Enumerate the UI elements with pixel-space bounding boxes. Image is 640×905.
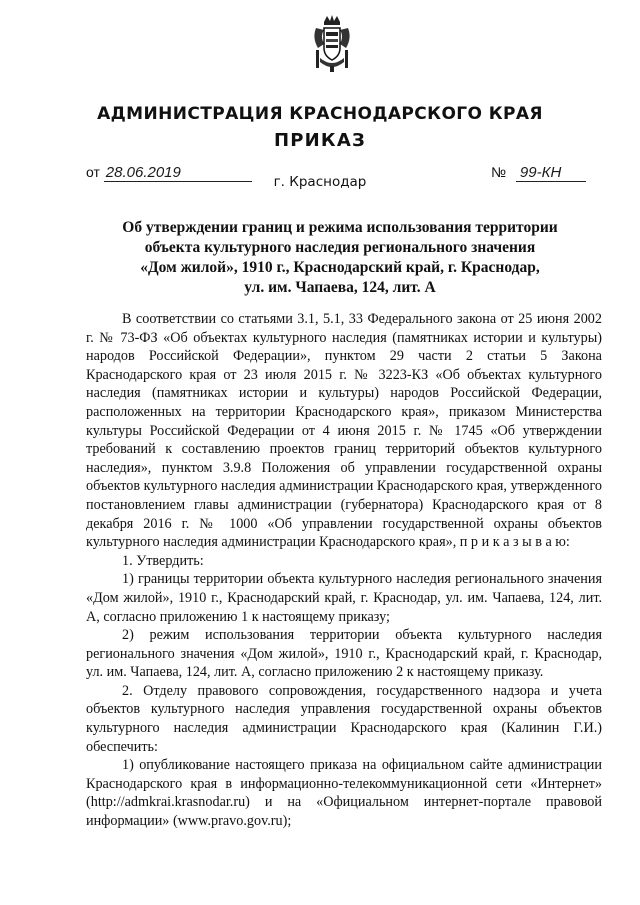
body-paragraph: 2) режим использования территории объекта культурного наследия регионального значения «Дом жилой», 1910 г., Краснодарский край, г. Краснодар, ул. им. Чапаева, 124, лит. А, согласно приложению 2 к настоящему приказу. <box>86 627 602 681</box>
title-line: объекта культурного наследия регионального значения <box>144 239 536 256</box>
city-name: г. Краснодар <box>273 174 367 190</box>
title-line: ул. им. Чапаева, 124, лит. А <box>244 279 436 296</box>
body-paragraph: 1) опубликование настоящего приказа на официальном сайте администрации Краснодарского края в информационно-телекоммуникационной сети «Интернет» (http://admkrai.krasnodar.ru) и на «Официальном интернет-портале правовой информации» (www.pravo.gov.ru); <box>86 757 602 830</box>
document-type: ПРИКАЗ <box>274 130 366 151</box>
body-paragraph: 1. Утвердить: <box>122 552 204 569</box>
document-title <box>90 218 590 298</box>
number-prefix: № <box>491 164 507 180</box>
organization-name: АДМИНИСТРАЦИЯ КРАСНОДАРСКОГО КРАЯ <box>97 104 543 124</box>
document-body <box>86 310 602 831</box>
title-line: «Дом жилой», 1910 г., Краснодарский край, г. Краснодар, <box>140 259 540 276</box>
body-paragraph: В соответствии со статьями 3.1, 5.1, 33 Федерального закона от 25 июня 2002 г. № 73-ФЗ «Об объектах культурного наследия (памятниках истории и культуры) народов Российской Федерации», пунктом 29 части 2 статьи 5 Закона Краснодарского края от 23 июля 2015 г. № 3223-КЗ «Об объектах культурного наследия (памятниках истории и культуры) народов Российской Федерации, расположенных на территории Краснодарского края», приказом Министерства культуры Российской Федерации от 4 июня 2015 г. № 1745 «Об утверждении требований к составлению проектов границ территорий объектов культурного наследия», пунктом 3.9.8 Положения об управлении государственной охраны объектов культурного наследия администрации Краснодарского края, утвержденного постановлением главы администрации (губернатора) Краснодарского края от 8 декабря 2016 г. № 1000 «Об управлении государственной охраны объектов культурного наследия администрации Краснодарского края», п р и к а з ы в а ю: <box>86 311 602 551</box>
date-value: 28.06.2019 <box>104 164 252 182</box>
title-line: Об утверждении границ и режима использования территории <box>122 219 558 236</box>
body-paragraph: 1) границы территории объекта культурного наследия регионального значения «Дом жилой», 1910 г., Краснодарский край, г. Краснодар, ул. им. Чапаева, 124, лит. А, согласно приложению 1 к настоящему приказу; <box>86 571 602 625</box>
coat-of-arms-icon <box>310 14 354 74</box>
date-prefix: от <box>86 164 100 180</box>
number-value: 99-КН <box>516 164 586 182</box>
body-paragraph: 2. Отделу правового сопровождения, государственного надзора и учета объектов культурного наследия управления государственной охраны объектов культурного наследия администрации Краснодарского края (Калинин Г.И.) обеспечить: <box>86 682 602 755</box>
